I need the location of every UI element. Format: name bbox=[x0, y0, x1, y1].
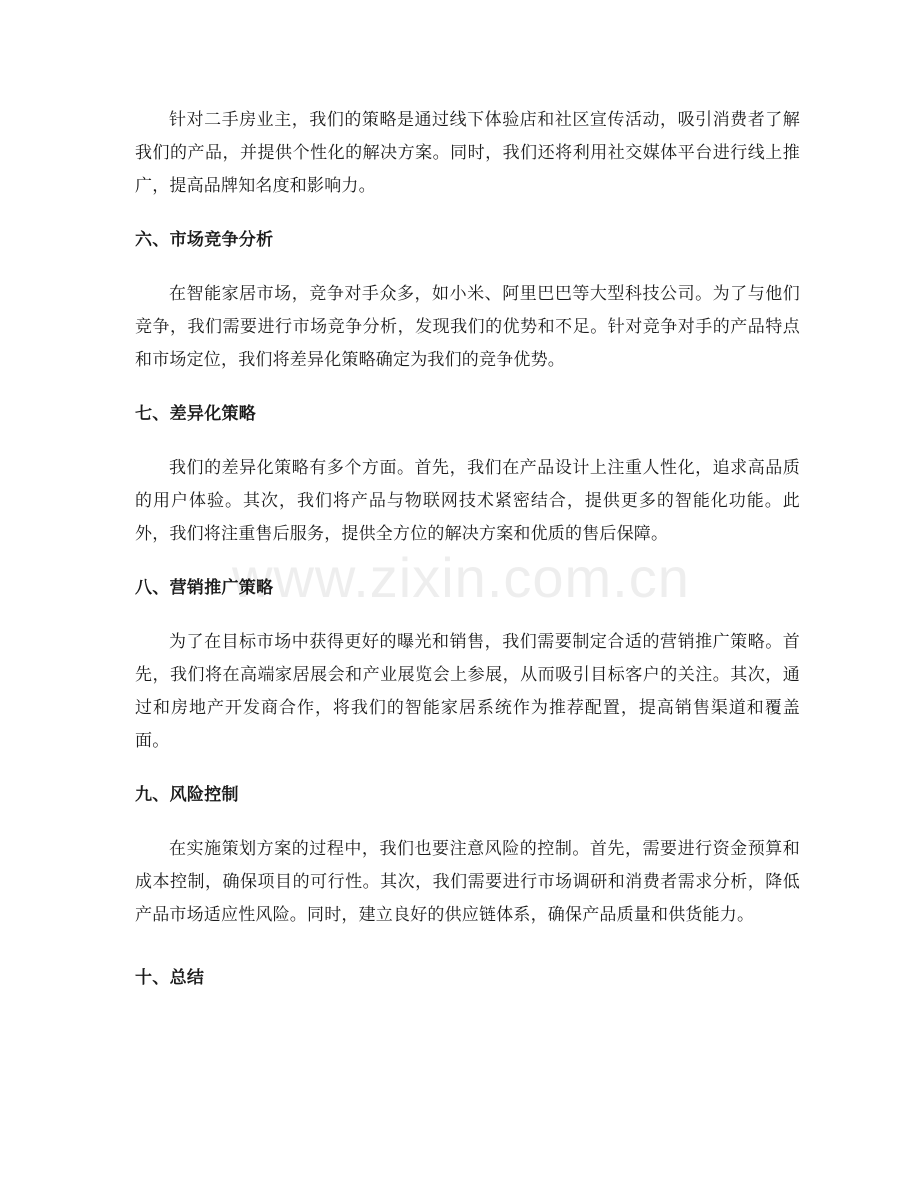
section-paragraph-9: 在实施策划方案的过程中，我们也要注意风险的控制。首先，需要进行资金预算和成本控制，确保项目的可行性。其次，我们需要进行市场调研和消费者需求分析，降低产品市场适应性风险。同时，建立良好的供应链体系，确保产品质量和供货能力。 bbox=[135, 839, 800, 925]
section-heading-8: 八、营销推广策略 bbox=[135, 578, 274, 598]
section-heading-7: 七、差异化策略 bbox=[135, 404, 257, 424]
section-heading-9: 九、风险控制 bbox=[135, 785, 239, 805]
section-heading-10: 十、总结 bbox=[135, 968, 205, 988]
intro-paragraph: 针对二手房业主，我们的策略是通过线下体验店和社区宣传活动，吸引消费者了解我们的产品，并提供个性化的解决方案。同时，我们还将利用社交媒体平台进行线上推广，提高品牌知名度和影响力。 bbox=[135, 110, 800, 196]
section-paragraph-7: 我们的差异化策略有多个方面。首先，我们在产品设计上注重人性化，追求高品质的用户体验。其次，我们将产品与物联网技术紧密结合，提供更多的智能化功能。此外，我们将注重售后服务，提供全方位的解决方案和优质的售后保障。 bbox=[135, 458, 800, 544]
watermark: www.zixin.com.cn bbox=[232, 546, 690, 609]
section-paragraph-8: 为了在目标市场中获得更好的曝光和销售，我们需要制定合适的营销推广策略。首先，我们将在高端家居展会和产业展览会上参展，从而吸引目标客户的关注。其次，通过和房地产开发商合作，将我们的智能家居系统作为推荐配置，提高销售渠道和覆盖面。 bbox=[135, 632, 800, 751]
section-heading-6: 六、市场竞争分析 bbox=[135, 230, 274, 250]
section-paragraph-6: 在智能家居市场，竞争对手众多，如小米、阿里巴巴等大型科技公司。为了与他们竞争，我们需要进行市场竞争分析，发现我们的优势和不足。针对竞争对手的产品特点和市场定位，我们将差异化策略确定为我们的竞争优势。 bbox=[135, 284, 800, 370]
document-body bbox=[135, 104, 800, 995]
